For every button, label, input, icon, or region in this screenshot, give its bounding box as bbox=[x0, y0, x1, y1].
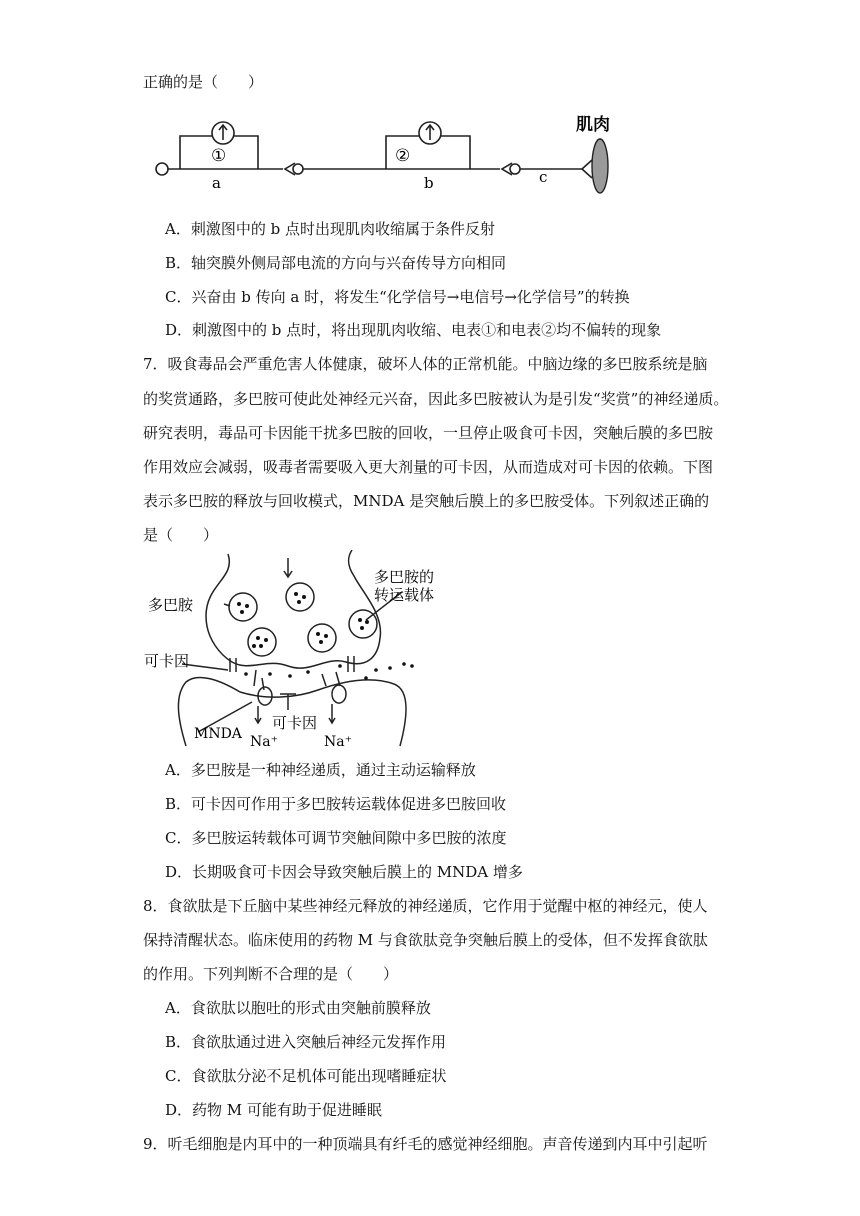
q7-stem-line-4: 作用效应会减弱，吸毒者需要吸入更大剂量的可卡因，从而造成对可卡因的依赖。下图 bbox=[143, 458, 714, 476]
q7-option-d: D．长期吸食可卡因会导致突触后膜上的 MNDA 增多 bbox=[165, 863, 523, 881]
muscle-shape bbox=[592, 139, 608, 193]
q7-option-a: A．多巴胺是一种神经递质，通过主动运输释放 bbox=[165, 761, 476, 779]
reflex-arc-diagram bbox=[150, 110, 650, 200]
q6-stem-tail: 正确的是（ ） bbox=[143, 73, 264, 91]
q8-option-c: C．食欲肽分泌不足机体可能出现嗜睡症状 bbox=[165, 1067, 447, 1085]
q7-stem-line-6: 是（ ） bbox=[143, 526, 219, 544]
label-na-1: Na⁺ bbox=[250, 734, 278, 750]
q8-option-d: D．药物 M 可能有助于促进睡眠 bbox=[165, 1101, 382, 1119]
label-dopamine: 多巴胺 bbox=[148, 596, 194, 614]
q6-option-d: D．刺激图中的 b 点时，将出现肌肉收缩、电表①和电表②均不偏转的现象 bbox=[165, 321, 662, 339]
synapse-diagram bbox=[140, 550, 440, 750]
label-transporter-2: 转运载体 bbox=[374, 586, 435, 604]
q7-option-b: B．可卡因可作用于多巴胺转运载体促进多巴胺回收 bbox=[165, 795, 507, 813]
q7-stem-line-1: 7．吸食毒品会严重危害人体健康，破坏人体的正常机能。中脑边缘的多巴胺系统是脑 bbox=[143, 355, 708, 373]
q6-option-a: A．刺激图中的 b 点时出现肌肉收缩属于条件反射 bbox=[165, 220, 495, 238]
label-a: a bbox=[212, 174, 221, 192]
q8-option-a: A．食欲肽以胞吐的形式由突触前膜释放 bbox=[165, 999, 431, 1017]
label-cocaine-left: 可卡因 bbox=[144, 652, 190, 670]
q7-stem-line-2: 的奖赏通路，多巴胺可使此处神经元兴奋，因此多巴胺被认为是引发“奖赏”的神经递质。 bbox=[143, 390, 729, 408]
q7-stem-line-5: 表示多巴胺的释放与回收模式，MNDA 是突触后膜上的多巴胺受体。下列叙述正确的 bbox=[143, 492, 710, 510]
q6-option-c: C．兴奋由 b 传向 a 时，将发生“化学信号→电信号→化学信号”的转换 bbox=[165, 288, 630, 306]
label-muscle: 肌肉 bbox=[576, 115, 610, 135]
q6-option-b: B．轴突膜外侧局部电流的方向与兴奋传导方向相同 bbox=[165, 254, 507, 272]
label-na-2: Na⁺ bbox=[324, 734, 352, 750]
label-transporter-1: 多巴胺的 bbox=[374, 568, 435, 586]
label-b: b bbox=[424, 174, 434, 192]
meter2-label: ② bbox=[395, 146, 411, 166]
label-mnda: MNDA bbox=[194, 726, 242, 742]
q7-stem-line-3: 研究表明，毒品可卡因能干扰多巴胺的回收，一旦停止吸食可卡因，突触后膜的多巴胺 bbox=[143, 424, 714, 442]
q9-stem-line-1: 9．听毛细胞是内耳中的一种顶端具有纤毛的感觉神经细胞。声音传递到内耳中引起听 bbox=[143, 1135, 708, 1153]
q8-stem-line-1: 8．食欲肽是下丘脑中某些神经元释放的神经递质，它作用于觉醒中枢的神经元，使人 bbox=[143, 897, 708, 915]
q8-stem-line-2: 保持清醒状态。临床使用的药物 M 与食欲肽竞争突触后膜上的受体，但不发挥食欲肽 bbox=[143, 931, 708, 949]
q8-stem-line-3: 的作用。下列判断不合理的是（ ） bbox=[143, 965, 399, 983]
label-c: c bbox=[539, 168, 548, 186]
q8-option-b: B．食欲肽通过进入突触后神经元发挥作用 bbox=[165, 1033, 447, 1051]
q7-option-c: C．多巴胺运转载体可调节突触间隙中多巴胺的浓度 bbox=[165, 829, 507, 847]
meter1-label: ① bbox=[211, 146, 227, 166]
label-cocaine-bottom: 可卡因 bbox=[272, 714, 318, 732]
